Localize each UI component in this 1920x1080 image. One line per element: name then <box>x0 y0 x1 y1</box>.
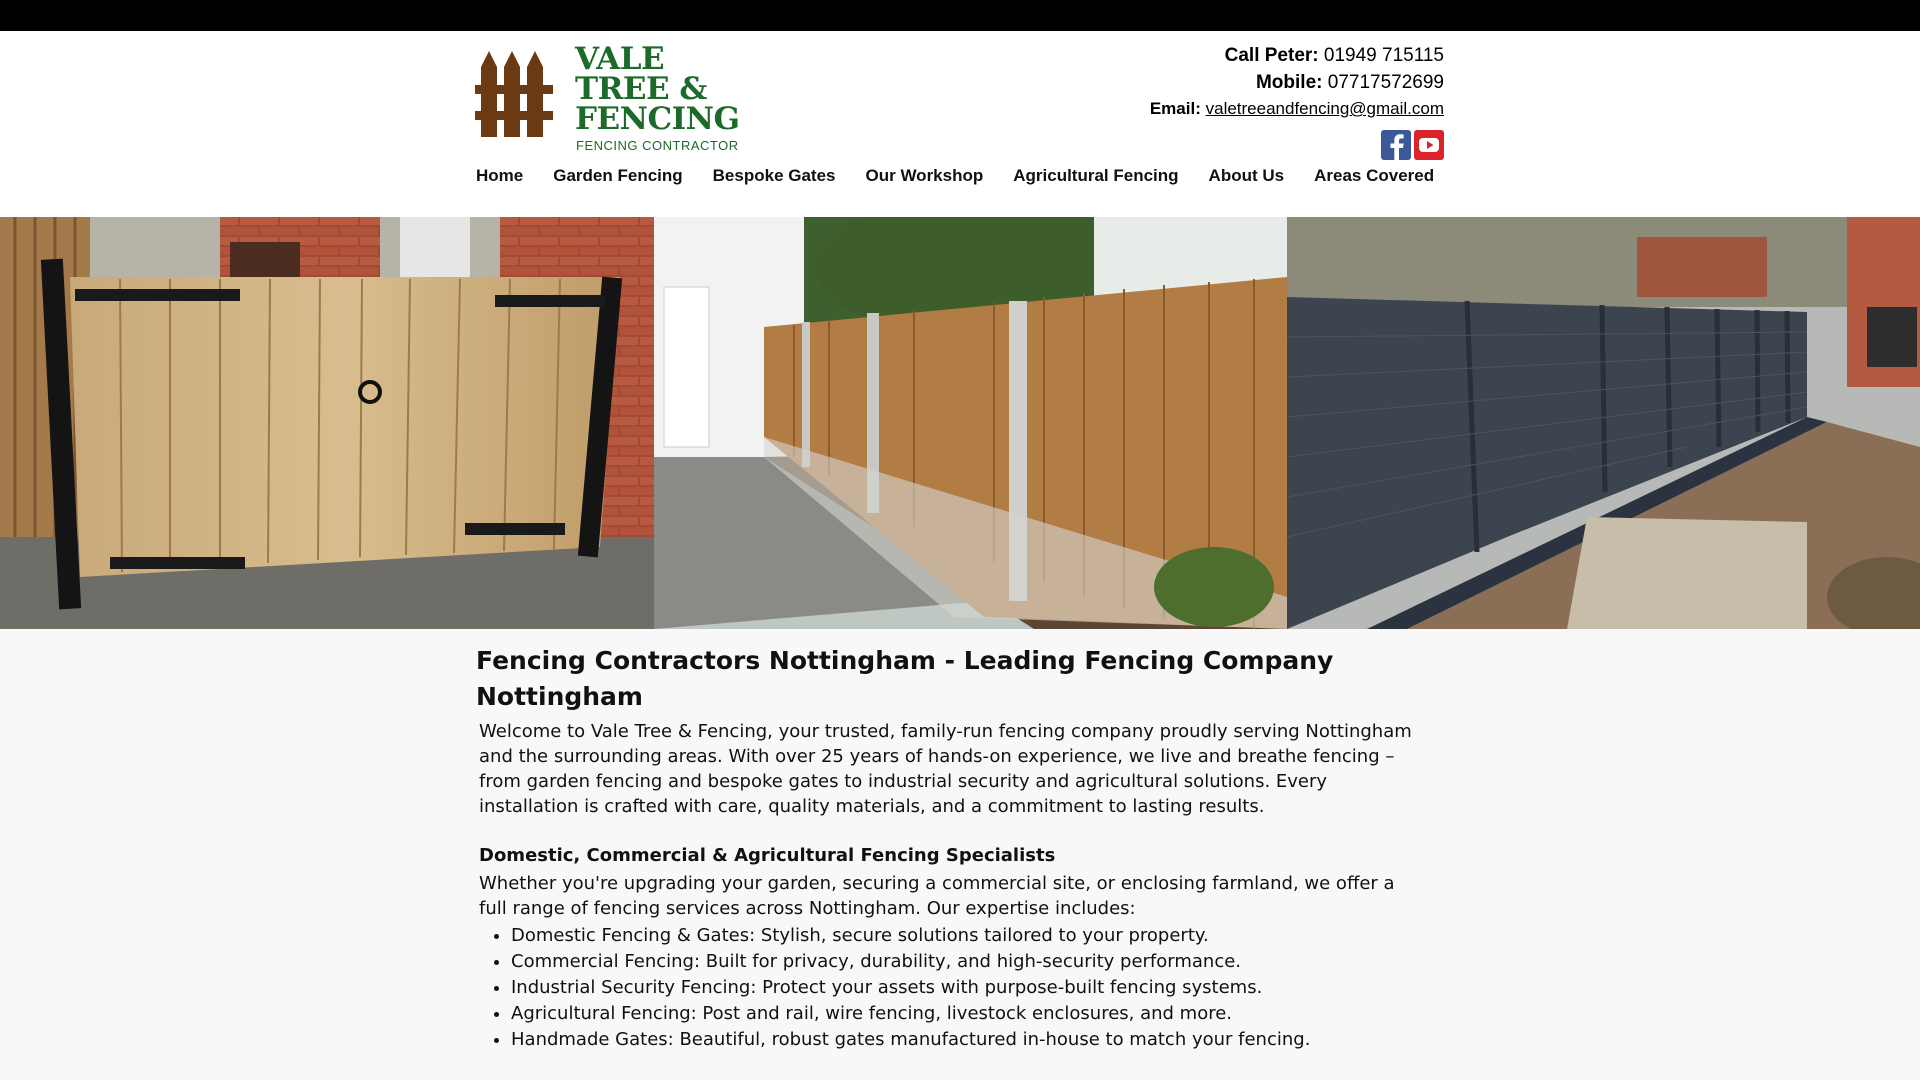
photo-closeboard-fence <box>654 217 1287 629</box>
services-list <box>511 923 1416 1053</box>
logo-line-3: FENCING <box>575 101 740 137</box>
email-line <box>1150 96 1444 122</box>
site-header <box>0 31 1920 217</box>
mobile-label: Mobile: <box>1255 72 1323 93</box>
photo-wooden-gate <box>0 217 654 629</box>
nav-item-about-us[interactable]: About Us <box>1208 166 1285 185</box>
list-item: • Handmade Gates: Beautiful, robust gates manufactured in-house to match your fencing. <box>511 1027 1416 1053</box>
nav-item-home[interactable]: Home <box>476 166 524 185</box>
call-label: Call Peter: <box>1224 45 1319 66</box>
phone-line <box>1150 42 1444 69</box>
photo-composite-fence <box>1287 217 1920 629</box>
main-content <box>476 643 1416 1053</box>
call-number[interactable]: 01949 715115 <box>1323 45 1444 66</box>
list-item: • Domestic Fencing & Gates: Stylish, secure solutions tailored to your property. <box>511 923 1416 949</box>
nav-item-areas-covered[interactable]: Areas Covered <box>1314 166 1435 185</box>
nav-item-our-workshop[interactable]: Our Workshop <box>865 166 984 185</box>
logo-line-1: VALE <box>575 41 665 77</box>
list-item: • Commercial Fencing: Built for privacy, durability, and high-security performance. <box>511 949 1416 975</box>
fence-logo-icon <box>475 51 553 137</box>
nav-item-agricultural-fencing[interactable]: Agricultural Fencing <box>1013 166 1179 185</box>
list-item: • Industrial Security Fencing: Protect your assets with purpose-built fencing systems. <box>511 975 1416 1001</box>
section-heading: Domestic, Commercial & Agricultural Fencing Specialists <box>479 845 1056 866</box>
facebook-icon[interactable] <box>1381 130 1411 160</box>
mobile-number[interactable]: 07717572699 <box>1327 72 1444 93</box>
email-label: Email: <box>1149 99 1201 118</box>
main-nav <box>476 166 1464 186</box>
nav-item-bespoke-gates[interactable]: Bespoke Gates <box>712 166 836 185</box>
nav-item-garden-fencing[interactable]: Garden Fencing <box>553 166 683 185</box>
hero-banner <box>0 217 1920 629</box>
social-links <box>1381 130 1444 160</box>
list-item: • Agricultural Fencing: Post and rail, wire fencing, livestock enclosures, and more. <box>511 1001 1416 1027</box>
logo-subtitle: FENCING CONTRACTOR <box>576 138 739 153</box>
section-intro: Whether you're upgrading your garden, securing a commercial site, or enclosing farmland, we offer a full range of fencing services across Nottingham. Our expertise includes: <box>479 873 1395 919</box>
top-bar <box>0 0 1920 31</box>
mobile-line <box>1150 69 1444 96</box>
page-title: Fencing Contractors Nottingham - Leading Fencing Company Nottingham <box>476 646 1334 711</box>
welcome-paragraph: Welcome to Vale Tree & Fencing, your trusted, family-run fencing company proudly serving Nottingham and the surrounding areas. With over 25 years of hands-on experience, we live and breathe fencing – from garden fencing and bespoke gates to industrial security and agricultural solutions. Every installation is crafted with care, quality materials, and a commitment to lasting results. <box>479 721 1412 817</box>
logo-wordmark <box>575 41 740 137</box>
email-link[interactable]: valetreeandfencing@gmail.com <box>1205 99 1444 118</box>
logo-line-2: TREE & <box>575 71 707 107</box>
contact-info <box>1150 42 1444 122</box>
youtube-icon[interactable] <box>1414 130 1444 160</box>
